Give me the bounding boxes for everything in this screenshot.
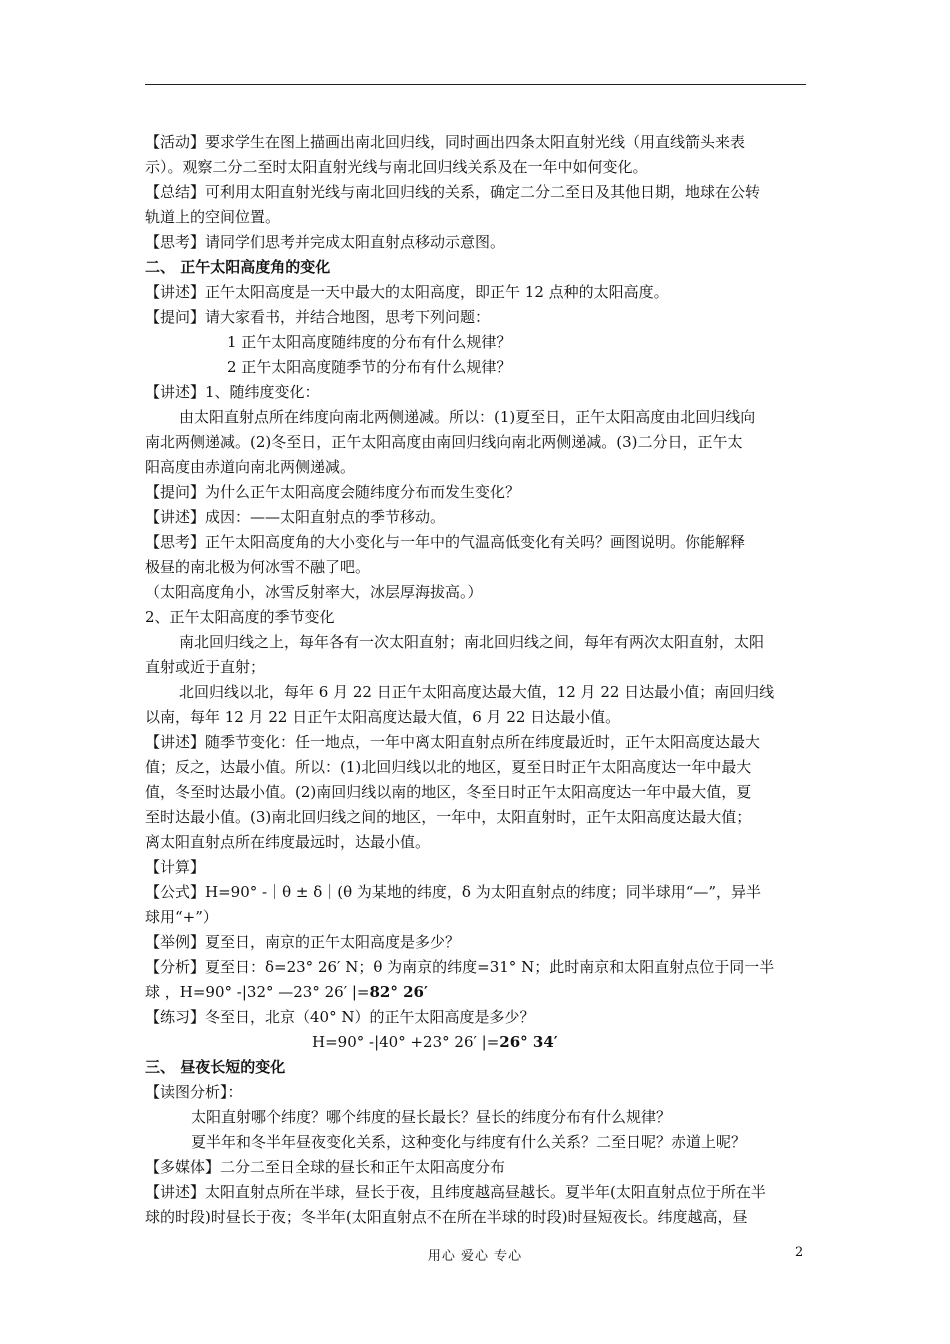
- text-line: 【练习】冬至日，北京（40° N）的正午太阳高度是多少？: [145, 1008, 535, 1026]
- text-line: 由太阳直射点所在纬度向南北两侧递减。所以：(1)夏至日，正午太阳高度由北回归线向: [179, 408, 756, 426]
- text-line: 南北回归线之上，每年各有一次太阳直射；南北回归线之间，每年有两次太阳直射，太阳: [179, 633, 765, 651]
- text-line: 直射或近于直射；: [145, 658, 266, 676]
- text-line: 【多媒体】二分二至日全球的昼长和正午太阳高度分布: [145, 1158, 506, 1176]
- text-line: 【提问】请大家看书，并结合地图，思考下列问题：: [145, 308, 491, 326]
- section-heading: 三、 昼夜长短的变化: [145, 1058, 286, 1076]
- text-line: 阳高度由赤道向南北两侧递减。: [145, 458, 356, 476]
- page-number: 2: [795, 1245, 804, 1260]
- text-line: （太阳高度角小，冰雪反射率大，冰层厚海拔高。）: [145, 583, 483, 601]
- text-line: 【计算】: [145, 858, 206, 876]
- text-line: 【讲述】正午太阳高度是一天中最大的太阳高度，即正午 12 点种的太阳高度。: [145, 283, 669, 301]
- text-line: 离太阳直射点所在纬度最远时，达最小值。: [145, 833, 431, 851]
- calc-result: 82° 26′: [369, 983, 428, 1001]
- text-line: 【思考】正午太阳高度角的大小变化与一年中的气温高低变化有关吗？画图说明。你能解释: [145, 533, 746, 551]
- text-line: 南北两侧递减。(2)冬至日，正午太阳高度由南回归线向南北两侧递减。(3)二分日，正午太: [145, 433, 743, 451]
- question-item: 1 正午太阳高度随纬度的分布有什么规律？: [227, 333, 512, 351]
- text-line: 【分析】夏至日：δ=23° 26′ N；θ 为南京的纬度=31° N；此时南京和太阳直射点位于同一半: [145, 958, 775, 976]
- formula-line: 【公式】H=90° -｜θ ± δ｜(θ 为某地的纬度，δ 为太阳直射点的纬度；同半球用“—”，异半: [145, 883, 762, 901]
- text-line: 值，冬至时达最小值。(2)南回归线以南的地区，冬至日时正午太阳高度达一年中最大值，夏: [145, 783, 752, 801]
- calc-result: 26° 34′: [499, 1033, 558, 1051]
- calc-line: [145, 1030, 806, 1055]
- text-line: 轨道上的空间位置。: [145, 208, 281, 226]
- text-line: 夏半年和冬半年昼夜变化关系，这种变化与纬度有什么关系？二至日呢？赤道上呢？: [191, 1133, 747, 1151]
- text-line: 【思考】请同学们思考并完成太阳直射点移动示意图。: [145, 233, 506, 251]
- text-line: 太阳直射哪个纬度？哪个纬度的昼长最长？昼长的纬度分布有什么规律？: [191, 1108, 672, 1126]
- subsection-heading: 2、正午太阳高度的季节变化: [145, 608, 335, 626]
- header-rule: [145, 84, 806, 85]
- section-heading: 二、 正午太阳高度角的变化: [145, 258, 331, 276]
- text-line: 球用“+”）: [145, 908, 218, 926]
- text-line: 北回归线以北，每年 6 月 22 日正午太阳高度达最大值，12 月 22 日达最小值；南回归线: [179, 683, 775, 701]
- text-line: 【讲述】随季节变化：任一地点，一年中离太阳直射点所在纬度最近时，正午太阳高度达最大: [145, 733, 761, 751]
- text-line: 值；反之，达最小值。所以：(1)北回归线以北的地区，夏至日时正午太阳高度达一年中最大: [145, 758, 752, 776]
- text-line: 【读图分析】：: [145, 1083, 243, 1101]
- calc-expression: 球 ，H=90° -|32° —23° 26′ |=: [145, 983, 370, 1001]
- calc-expression: H=90° -|40° +23° 26′ |=: [312, 1033, 500, 1051]
- footer-motto: 用心 爱心 专心: [427, 1249, 523, 1264]
- text-line: 球的时段)时昼长于夜；冬半年(太阳直射点不在所在半球的时段)时昼短夜长。纬度越高，昼: [145, 1208, 748, 1226]
- text-line: 【总结】可利用太阳直射光线与南北回归线的关系，确定二分二至日及其他日期，地球在公转: [145, 183, 761, 201]
- question-item: 2 正午太阳高度随季节的分布有什么规律？: [227, 358, 512, 376]
- text-line: 以南，每年 12 月 22 日正午太阳高度达最大值，6 月 22 日达最小值。: [145, 708, 621, 726]
- text-line: 【提问】为什么正午太阳高度会随纬度分布而发生变化？: [145, 483, 521, 501]
- calc-line: [145, 980, 806, 1005]
- text-line: 【活动】要求学生在图上描画出南北回归线，同时画出四条太阳直射光线（用直线箭头来表: [145, 133, 746, 151]
- text-line: 【讲述】1、随纬度变化：: [145, 383, 320, 401]
- text-line: 至时达最小值。(3)南北回归线之间的地区，一年中，太阳直射时，正午太阳高度达最大值；: [145, 808, 752, 826]
- text-line: 示）。观察二分二至时太阳直射光线与南北回归线关系及在一年中如何变化。: [145, 158, 648, 176]
- text-line: 极昼的南北极为何冰雪不融了吧。: [145, 558, 371, 576]
- text-line: 【讲述】成因：——太阳直射点的季节移动。: [145, 508, 446, 526]
- document-body: [145, 130, 806, 1230]
- text-line: 【举例】夏至日，南京的正午太阳高度是多少？: [145, 933, 461, 951]
- text-line: 【讲述】太阳直射点所在半球，昼长于夜，且纬度越高昼越长。夏半年(太阳直射点位于所在半: [145, 1183, 766, 1201]
